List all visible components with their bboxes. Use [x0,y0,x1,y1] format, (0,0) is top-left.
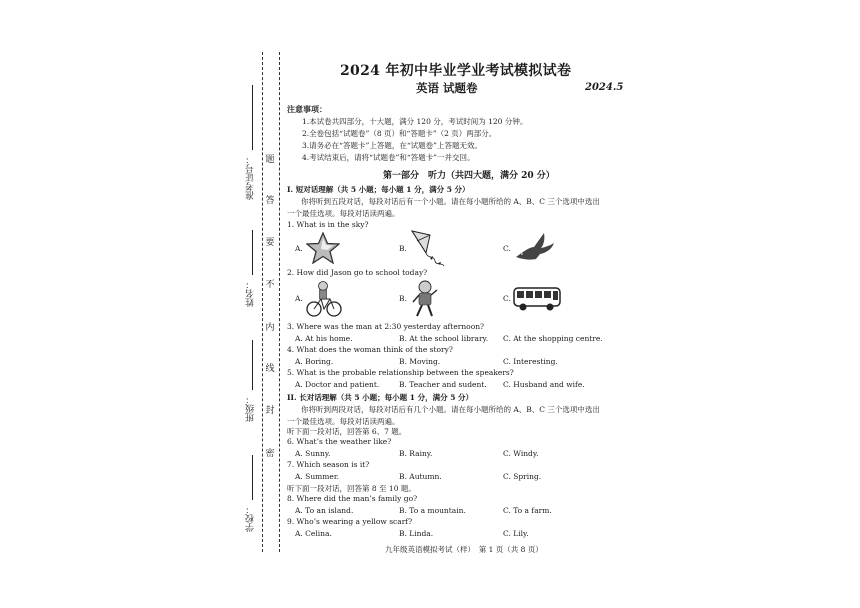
bus-icon [513,286,561,312]
option-c: C. Husband and wife. [503,380,585,389]
seal-char: 封 [265,406,275,416]
seal-char: 答 [265,196,275,206]
option-c: C. Lily. [503,529,529,538]
option-b: B. To a mountain. [399,506,466,515]
name-line [252,230,253,275]
section2-title: II. 长对话理解（共 5 小题；每小题 1 分，满分 5 分） [287,393,474,402]
option-letter: B. [399,244,407,253]
option-b: B. Autumn. [399,472,442,481]
page-footer: 九年级英语模拟考试（样） 第 1 页（共 8 页） [385,545,543,554]
boy-on-bicycle-icon [306,280,342,318]
notice-heading: 注意事项： [287,104,327,114]
star-icon [306,232,340,264]
question-8: 8. Where did the man’s family go? [287,494,418,503]
option-a: A. Doctor and patient. [295,380,380,389]
option-c: C. Windy. [503,449,539,458]
question-5: 5. What is the probable relationship between the speakers? [287,368,514,377]
option-letter: A. [295,294,303,303]
question-9: 9. Who’s wearing a yellow scarf? [287,517,413,526]
seal-char: 要 [265,238,275,248]
option-c: C. At the shopping centre. [503,334,603,343]
exam-number-label: 准考证号： [246,155,256,200]
notice-item: 1.本试卷共四部分，十大题，满分 120 分，考试时间为 120 分钟。 [302,117,528,126]
seal-char: 内 [265,323,275,333]
dialogue-2-note: 听下面一段对话，回答第 8 至 10 题。 [287,484,416,493]
name-label: 姓名： [246,280,256,307]
dialogue-1-note: 听下面一段对话，回答第 6、7 题。 [287,427,407,436]
bird-icon [514,229,556,265]
option-a: A. To an island. [295,506,354,515]
binding-dashed-line [262,52,263,552]
option-a: A. Summer. [295,472,339,481]
class-line [252,340,253,390]
question-6: 6. What’s the weather like? [287,437,392,446]
option-b: B. At the school library. [399,334,489,343]
option-a: A. Boring. [295,357,334,366]
exam-date: 2024.5 [585,82,624,93]
question-1: 1. What is in the sky? [287,220,369,229]
seal-char: 密 [265,449,275,459]
boy-walking-icon [410,280,440,318]
notice-item: 3.请务必在“答题卡”上答题，在“试题卷”上答题无效。 [302,141,482,150]
option-c: C. Interesting. [503,357,558,366]
question-4: 4. What does the woman think of the story? [287,345,453,354]
question-3: 3. Where was the man at 2:30 yesterday afternoon? [287,322,485,331]
school-line [252,455,253,500]
option-b: B. Rainy. [399,449,433,458]
option-a: A. Sunny. [295,449,331,458]
kite-icon [408,229,450,269]
option-c: C. Spring. [503,472,542,481]
exam-subject: 英语 试题卷 [416,81,478,95]
seal-char: 题 [265,155,275,165]
option-c: C. To a farm. [503,506,552,515]
section1-instructions: 你将听到五段对话，每段对话后有一个小题。请在每小题所给的 A、B、C 三个选项中选出 [301,197,600,206]
exam-number-line [252,85,253,150]
option-letter: A. [295,244,303,253]
option-b: B. Linda. [399,529,434,538]
class-label: 班级： [246,395,256,422]
section2-instructions-2: 一个最佳选项。每段对话读两遍。 [287,417,400,426]
option-letter: C. [503,294,511,303]
notice-item: 2.全卷包括“试题卷”（8 页）和“答题卡”（2 页）两部分。 [302,129,497,138]
question-2: 2. How did Jason go to school today? [287,268,428,277]
section2-instructions: 你将听到两段对话，每段对话后有几个小题。请在每小题所给的 A、B、C 三个选项中选出 [301,405,600,414]
option-letter: C. [503,244,511,253]
seal-char: 线 [265,364,275,374]
option-b: B. Moving. [399,357,441,366]
school-label: 学校： [246,505,256,532]
notice-item: 4.考试结束后，请将“试题卷”和“答题卡”一并交回。 [302,153,475,162]
option-a: A. Celina. [295,529,332,538]
section1-title: I. 短对话理解（共 5 小题；每小题 1 分，满分 5 分） [287,185,470,194]
option-b: B. Teacher and sudent. [399,380,487,389]
seal-char: 不 [265,280,275,290]
section1-instructions-2: 一个最佳选项。每段对话读两遍。 [287,209,400,218]
option-a: A. At his home. [295,334,353,343]
question-7: 7. Which season is it? [287,460,370,469]
exam-title: 2024 年初中毕业学业考试模拟试卷 [340,63,572,79]
binding-dashed-line-inner [279,52,280,552]
option-letter: B. [399,294,407,303]
part1-heading: 第一部分 听力（共四大题，满分 20 分） [383,171,555,181]
